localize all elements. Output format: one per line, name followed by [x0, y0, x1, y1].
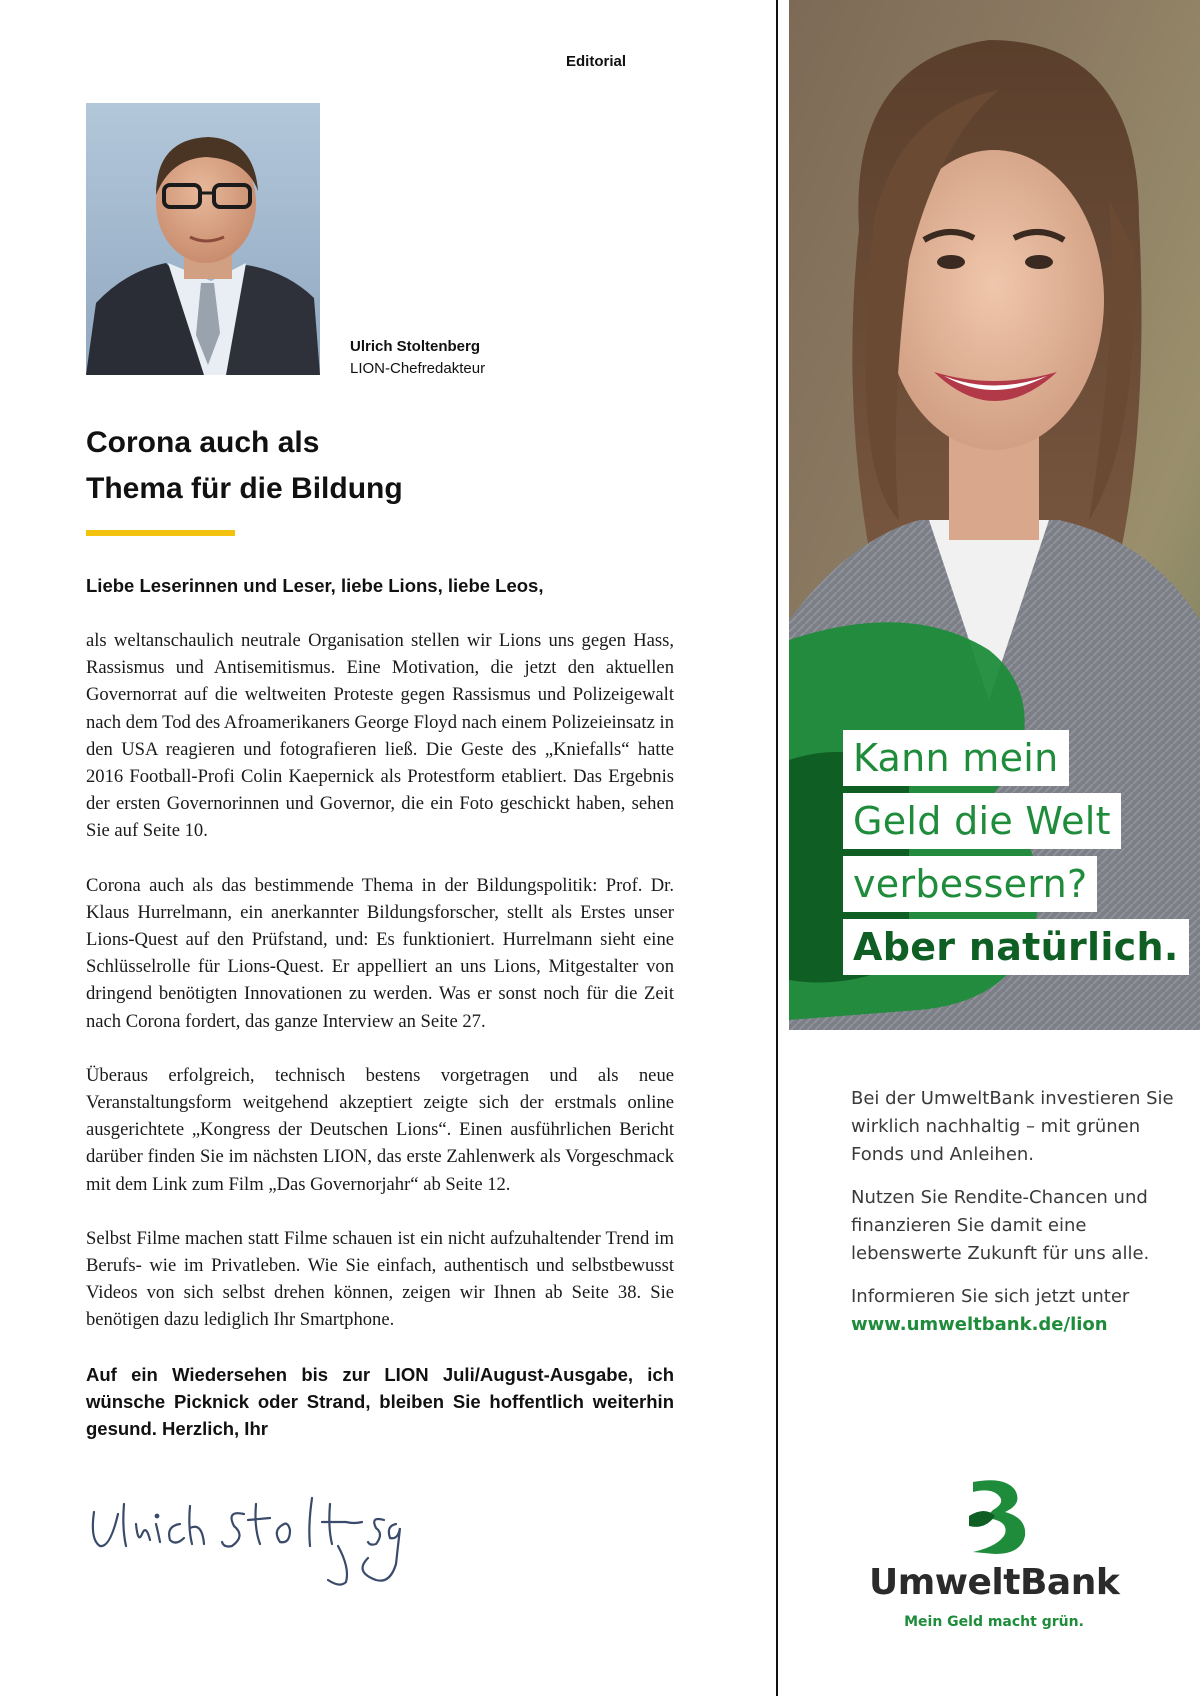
- handwritten-signature: [84, 1484, 404, 1594]
- author-portrait: [86, 103, 320, 375]
- section-label: Editorial: [566, 53, 627, 70]
- headline-line-2: Thema für die Bildung: [86, 472, 403, 505]
- ad-copy: [851, 1085, 1191, 1354]
- ad-cta-text: Informieren Sie sich jetzt unter: [851, 1286, 1130, 1307]
- ad-headline-line: verbessern?: [843, 856, 1097, 912]
- ad-website-link[interactable]: www.umweltbank.de/lion: [851, 1314, 1108, 1335]
- salutation: Liebe Leserinnen und Leser, liebe Lions, liebe Leos,: [86, 575, 544, 596]
- umweltbank-advertisement: [789, 0, 1200, 1696]
- ad-copy-paragraph: [851, 1283, 1191, 1339]
- body-paragraph: Überaus erfolgreich, technisch bestens vorgetragen und als neue Veranstaltungsform weitgehend akzeptiert zeigte sich der erstmals online ausgerichtete „Kongress der Deutschen Lions“. Einen ausführlichen Bericht darüber finden Sie im nächsten LION, das erste Zahlenwerk als Vorgeschmack mit dem Link zum Film „Das Governorjahr“ ab Seite 12.: [86, 1064, 674, 1195]
- article-headline: [86, 420, 646, 512]
- logo-claim: Mein Geld macht grün.: [904, 1614, 1084, 1630]
- ad-headline-answer: Aber natürlich.: [843, 919, 1189, 975]
- body-paragraph: als weltanschaulich neutrale Organisation stellen wir Lions uns gegen Hass, Rassismus und Antisemitismus. Eine Motivation, die jetzt den aktuellen Governorrat auf die weltweiten Proteste gegen Rassismus und Polizeigewalt nach dem Tod des Afroamerikaners George Floyd nach einem Polizeieinsatz in den USA reagieren und fotografieren ließ. Die Geste des „Kniefalls“ hatte 2016 Football-Profi Colin Kaepernick als Protestform etabliert. Das Ergebnis der ersten Governorinnen und Governor, die ein Foto geschickt haben, sehen Sie auf Seite 10.: [86, 630, 674, 842]
- logo-wordmark: UmweltBank: [869, 1562, 1120, 1603]
- ad-copy-paragraph: Nutzen Sie Rendite-Chancen und finanzieren Sie damit eine lebenswerte Zukunft für uns alle.: [851, 1187, 1150, 1264]
- author-byline: [350, 336, 485, 380]
- author-name: Ulrich Stoltenberg: [350, 338, 481, 355]
- headline-line-1: Corona auch als: [86, 426, 320, 459]
- umweltbank-logo-icon: [965, 1476, 1031, 1556]
- body-paragraph: Corona auch als das bestimmende Thema in der Bildungspolitik: Prof. Dr. Klaus Hurrelmann, ein anerkannter Bildungsforscher, stellt als Erstes unser Lions-Quest auf den Prüfstand, und: Es funktioniert. Hurrelmann sieht eine Schlüsselrolle für Lions-Quest. Er appelliert an uns Lions, Mitgestalter von dringend benötigten Innovationen zu werden. Was er sonst noch für die Zeit nach Corona fordert, das ganze Interview an Seite 27.: [86, 874, 674, 1032]
- body-paragraph: Selbst Filme machen statt Filme schauen ist ein nicht aufzuhaltender Trend im Berufs- wie im Privatleben. Wie Sie einfach, authentisch und selbstbewusst Videos von sich selbst drehen können, zeigen wir Ihnen ab Seite 38. Sie benötigen dazu lediglich Ihr Smartphone.: [86, 1227, 674, 1331]
- column-divider: [776, 0, 778, 1696]
- ad-headline-line: Kann mein: [843, 730, 1069, 786]
- ad-headline: [843, 730, 1189, 982]
- ad-headline-line: Geld die Welt: [843, 793, 1121, 849]
- author-role: LION-Chefredakteur: [350, 360, 486, 377]
- closing-text: Auf ein Wiedersehen bis zur LION Juli/August-Ausgabe, ich wünsche Picknick oder Strand, bleiben Sie hoffentlich weiterhin gesund. Herzlich, Ihr: [86, 1364, 674, 1439]
- headline-accent-rule: [86, 530, 235, 536]
- ad-copy-paragraph: Bei der UmweltBank investieren Sie wirklich nachhaltig – mit grünen Fonds und Anleihen.: [851, 1088, 1174, 1165]
- article-body: [86, 627, 674, 1361]
